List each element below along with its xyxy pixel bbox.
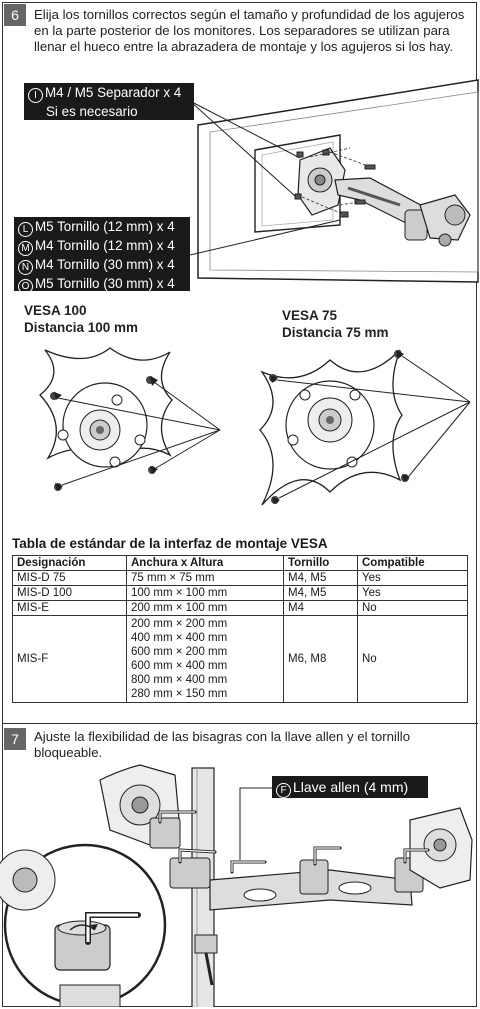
step-7-number: 7 bbox=[11, 731, 19, 747]
cell-compatible: Yes bbox=[358, 571, 468, 586]
size-line: 600 mm × 200 mm bbox=[131, 646, 228, 658]
vesa-table-title: Tabla de estándar de la interfaz de montaje VESA bbox=[12, 536, 328, 551]
screw-item-o bbox=[18, 275, 186, 294]
allen-key-label: Llave allen (4 mm) bbox=[293, 779, 409, 795]
cell-screw: M4 bbox=[284, 601, 358, 616]
letter-i-icon: I bbox=[28, 88, 43, 103]
col-header-size: Anchura x Altura bbox=[127, 556, 284, 571]
size-line: 400 mm × 400 mm bbox=[131, 632, 228, 644]
vesa-100-line1: VESA 100 bbox=[24, 303, 87, 318]
vesa-standard-table bbox=[12, 555, 468, 703]
cell-size: 100 mm × 100 mm bbox=[127, 586, 284, 601]
screw-list-box bbox=[14, 217, 190, 291]
cell-size: 75 mm × 75 mm bbox=[127, 571, 284, 586]
vesa-100-line2: Distancia 100 mm bbox=[24, 320, 139, 335]
vesa-75-plate bbox=[260, 350, 470, 505]
spacer-label-line2: Si es necesario bbox=[46, 104, 138, 119]
cell-compatible: No bbox=[358, 616, 468, 703]
cell-designation: MIS-D 100 bbox=[13, 586, 127, 601]
step-6-instructions: Elija los tornillos correctos según el tamaño y profundidad de los agujeros en la parte posterior de los monitores. Los separadores se utilizan para llenar el hueco entre la abrazadera de montaje y los agujeros si los hay. bbox=[34, 7, 465, 54]
cell-compatible: Yes bbox=[358, 586, 468, 601]
cell-size: 200 mm × 100 mm bbox=[127, 601, 284, 616]
letter-n-icon: N bbox=[18, 260, 33, 275]
cell-size-multi bbox=[127, 616, 284, 703]
size-line: 800 mm × 400 mm bbox=[131, 674, 228, 686]
allen-key-label-box bbox=[272, 776, 428, 798]
vesa-75-line2: Distancia 75 mm bbox=[282, 325, 389, 340]
table-header-row bbox=[13, 556, 468, 571]
table-row bbox=[13, 586, 468, 601]
screw-item-l bbox=[18, 218, 186, 237]
col-header-compatible: Compatible bbox=[358, 556, 468, 571]
cell-designation: MIS-E bbox=[13, 601, 127, 616]
screw-item-m bbox=[18, 237, 186, 256]
letter-o-icon: O bbox=[18, 279, 33, 294]
cell-screw: M4, M5 bbox=[284, 571, 358, 586]
vesa-100-title bbox=[24, 302, 138, 336]
cell-screw: M6, M8 bbox=[284, 616, 358, 703]
col-header-screw: Tornillo bbox=[284, 556, 358, 571]
cell-compatible: No bbox=[358, 601, 468, 616]
size-line: 200 mm × 200 mm bbox=[131, 618, 228, 630]
step-6-badge bbox=[4, 4, 26, 26]
spacer-label-line1: M4 / M5 Separador x 4 bbox=[45, 85, 182, 100]
vesa-75-line1: VESA 75 bbox=[282, 308, 338, 323]
step-7-instructions: Ajuste la flexibilidad de las bisagras con la llave allen y el tornillo bloqueable. bbox=[34, 729, 411, 760]
step-6-number: 6 bbox=[11, 7, 19, 23]
size-line: 280 mm × 150 mm bbox=[131, 688, 228, 700]
table-row bbox=[13, 571, 468, 586]
section-divider bbox=[2, 723, 478, 724]
table-row bbox=[13, 601, 468, 616]
cell-designation: MIS-F bbox=[13, 616, 127, 703]
letter-m-icon: M bbox=[18, 241, 33, 256]
screw-item-label: M5 Tornillo (30 mm) x 4 bbox=[35, 276, 175, 291]
step-7-badge bbox=[4, 728, 26, 750]
screw-item-label: M4 Tornillo (12 mm) x 4 bbox=[35, 238, 175, 253]
cell-screw: M4, M5 bbox=[284, 586, 358, 601]
vesa-100-plate bbox=[40, 348, 220, 491]
letter-f-icon: F bbox=[276, 783, 291, 798]
table-row bbox=[13, 616, 468, 703]
letter-l-icon: L bbox=[18, 222, 33, 237]
col-header-designation: Designación bbox=[13, 556, 127, 571]
screw-item-label: M4 Tornillo (30 mm) x 4 bbox=[35, 257, 175, 272]
cell-designation: MIS-D 75 bbox=[13, 571, 127, 586]
spacer-label-box bbox=[24, 83, 194, 120]
screw-item-n bbox=[18, 256, 186, 275]
screw-item-label: M5 Tornillo (12 mm) x 4 bbox=[35, 219, 175, 234]
vesa-plates-illustration bbox=[0, 335, 480, 525]
size-line: 600 mm × 400 mm bbox=[131, 660, 228, 672]
